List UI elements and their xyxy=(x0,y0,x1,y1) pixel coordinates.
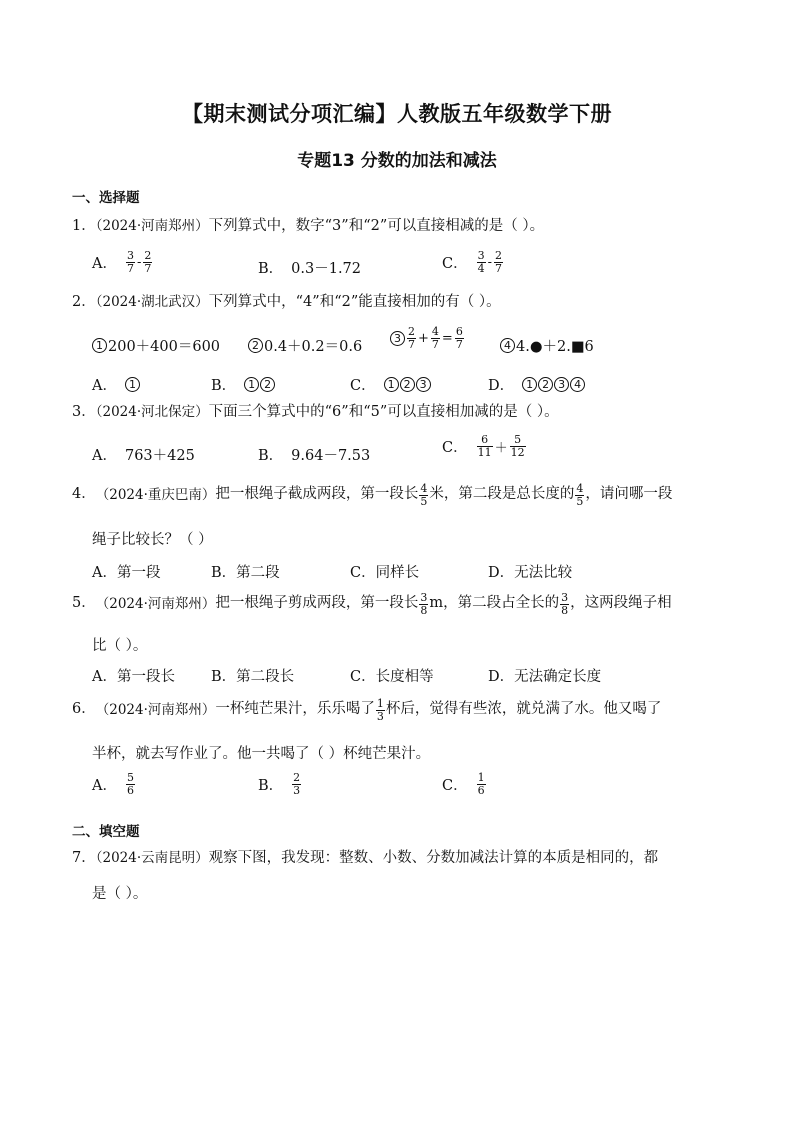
q1-option-a[interactable]: A． $\frac{3}{7}$ - $\frac{2}{7}$ xyxy=(92,249,152,275)
fraction: $\frac{6}{11}$ xyxy=(477,433,492,459)
q4-option-b[interactable]: B．第二段 xyxy=(211,565,280,581)
page-subtitle: 专题13 分数的加法和减法 xyxy=(297,151,497,171)
fraction: $\frac{6}{7}$ xyxy=(455,325,463,351)
q5-option-b[interactable]: B．第二段长 xyxy=(211,669,295,685)
q2-option-a[interactable]: A． 1 xyxy=(92,374,141,395)
q2-expression-3: 3 $\frac{2}{7}$ + $\frac{4}{7}$ = $\frac{6}{7}$ xyxy=(390,326,465,350)
fraction: $\frac{2}{7}$ xyxy=(408,325,415,351)
section-choice-heading: 一、选择题 xyxy=(72,190,140,206)
q6-option-a[interactable]: A． $\frac{5}{6}$ xyxy=(92,771,134,797)
q2-expression-4: 4 4.●＋2.■6 xyxy=(500,335,594,356)
q7-text-line-2: 是（ ）。 xyxy=(92,886,148,902)
fraction: $\frac{4}{5}$ xyxy=(420,482,428,508)
question-4: 4． （2024·重庆巴南） 把一根绳子截成两段，第一段长 $\frac{4}{5}$ 米，第二段是总长度的 $\frac{4}{5}$ ，请问哪一段 xyxy=(72,482,673,508)
fraction: $\frac{1}{3}$ xyxy=(376,697,384,723)
q4-text-line-2: 绳子比较长？（ ） xyxy=(92,532,213,548)
fraction: $\frac{2}{3}$ xyxy=(293,771,301,797)
q1-number: 1． xyxy=(72,218,96,234)
fraction: $\frac{2}{7}$ xyxy=(144,249,152,275)
question-5: 5． （2024·河南郑州） 把一根绳子剪成两段，第一段长 $\frac{3}{8}$ m，第二段占全长的 $\frac{3}{8}$ ，这两段绳子相 xyxy=(72,591,672,617)
fraction: $\frac{3}{8}$ xyxy=(561,591,569,617)
q6-option-b[interactable]: B． $\frac{2}{3}$ xyxy=(258,771,301,797)
fraction: $\frac{3}{4}$ xyxy=(477,249,485,275)
q5-option-c[interactable]: C．长度相等 xyxy=(350,669,434,685)
page-title: 【期末测试分项汇编】人教版五年级数学下册 xyxy=(182,102,612,126)
q2-expression-2: 2 0.4＋0.2＝0.6 xyxy=(248,335,362,356)
q3-option-c[interactable]: C． $\frac{6}{11}$ ＋ $\frac{5}{12}$ xyxy=(442,433,525,459)
q2-expression-1: 1 200＋400＝600 xyxy=(92,335,220,356)
fraction: $\frac{1}{6}$ xyxy=(477,771,485,797)
fraction: $\frac{5}{6}$ xyxy=(126,771,134,797)
question-6: 6． （2024·河南郑州） 一杯纯芒果汁，乐乐喝了 $\frac{1}{3}$ 杯后，觉得有些浓，就兑满了水。他又喝了 xyxy=(72,697,662,723)
fraction: $\frac{4}{5}$ xyxy=(576,482,584,508)
fraction: $\frac{5}{12}$ xyxy=(510,433,525,459)
q1-option-b[interactable]: B． 0.3－1.72 xyxy=(258,261,362,277)
q4-option-d[interactable]: D．无法比较 xyxy=(488,565,573,581)
question-1 xyxy=(72,218,732,235)
fraction: $\frac{2}{7}$ xyxy=(495,249,503,275)
q1-source: （2024·河南郑州） xyxy=(95,218,209,234)
q2-option-b[interactable]: B． 1 2 xyxy=(211,374,276,395)
fraction: $\frac{3}{7}$ xyxy=(126,249,134,275)
q5-option-a[interactable]: A．第一段长 xyxy=(92,669,175,685)
fraction: $\frac{3}{8}$ xyxy=(420,591,428,617)
q4-option-a[interactable]: A．第一段 xyxy=(92,565,161,581)
q6-text-line-2: 半杯，就去写作业了。他一共喝了（ ）杯纯芒果汁。 xyxy=(92,746,431,762)
fraction: $\frac{4}{7}$ xyxy=(431,325,439,351)
question-2: 2．（2024·湖北武汉）下列算式中，“4”和“2”能直接相加的有（ ）。 xyxy=(72,294,501,310)
question-3: 3．（2024·河北保定）下面三个算式中的“6”和“5”可以直接相加减的是（ ）。 xyxy=(72,404,559,420)
q2-option-d[interactable]: D． 1 2 3 4 xyxy=(488,374,586,395)
q1-text: 下列算式中，数字“3”和“2”可以直接相减的是（ ）。 xyxy=(208,218,545,234)
q3-option-b[interactable]: B． 9.64－7.53 xyxy=(258,448,371,464)
section-fill-heading: 二、填空题 xyxy=(72,824,140,840)
q5-option-d[interactable]: D．无法确定长度 xyxy=(488,669,602,685)
q2-option-c[interactable]: C． 1 2 3 xyxy=(350,374,432,395)
q5-text-line-2: 比（ ）。 xyxy=(92,638,148,654)
q1-option-c[interactable]: C． $\frac{3}{4}$ - $\frac{2}{7}$ xyxy=(442,249,503,275)
q3-option-a[interactable]: A． 763＋425 xyxy=(92,448,195,464)
question-7: 7．（2024·云南昆明）观察下图，我发现：整数、小数、分数加减法计算的本质是相同的，都 xyxy=(72,850,659,866)
q4-option-c[interactable]: C．同样长 xyxy=(350,565,420,581)
q6-option-c[interactable]: C． $\frac{1}{6}$ xyxy=(442,771,485,797)
